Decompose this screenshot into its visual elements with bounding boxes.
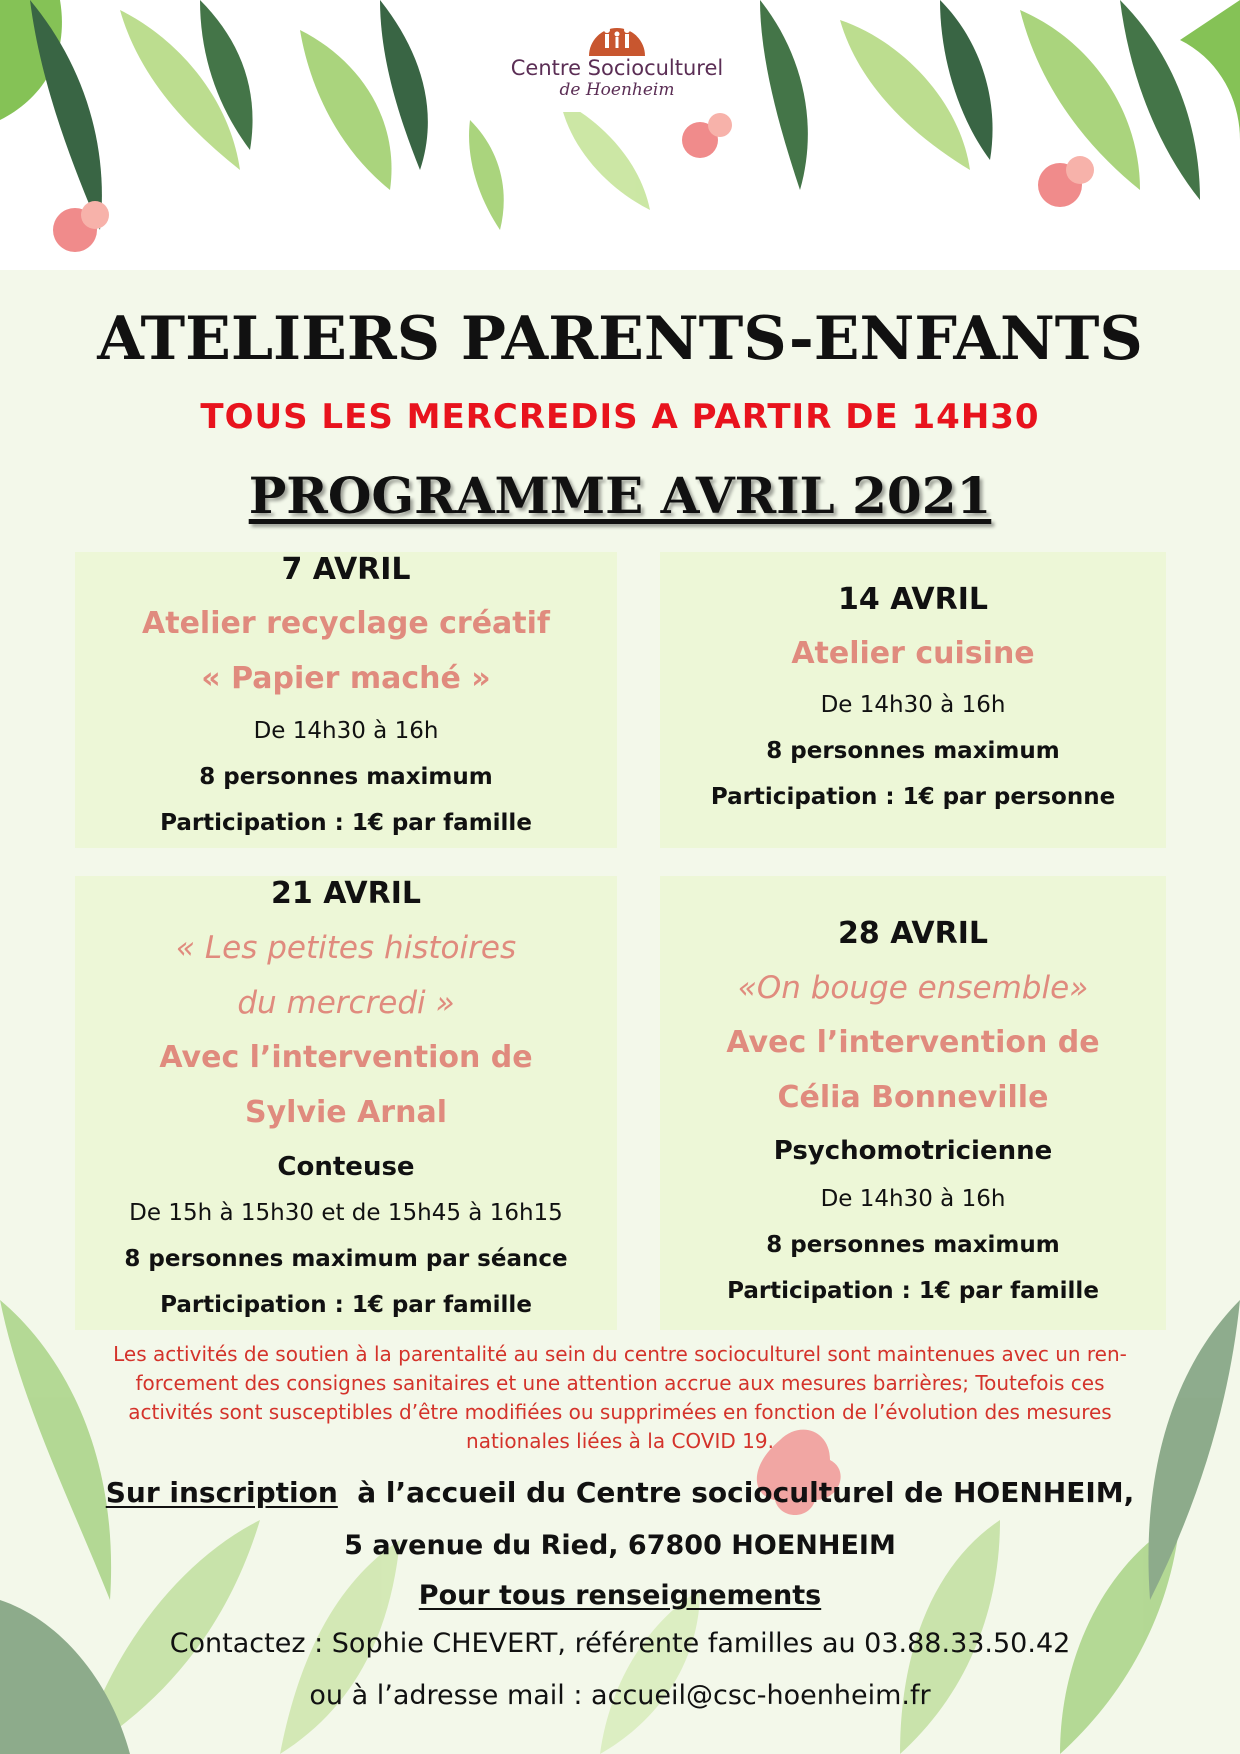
card-time: De 14h30 à 16h — [820, 692, 1006, 718]
email-line[interactable]: ou à l’adresse mail : accueil@csc-hoenheim.fr — [309, 1680, 931, 1711]
card-price: Participation : 1€ par personne — [710, 784, 1116, 810]
card-date: 7 AVRIL — [281, 552, 411, 587]
logo-line1: Centre Socioculturel — [510, 56, 724, 80]
card-time: De 14h30 à 16h — [820, 1186, 1006, 1212]
card-time: De 15h à 15h30 et de 15h45 à 16h15 — [129, 1200, 563, 1226]
card-price: Participation : 1€ par famille — [160, 1292, 532, 1318]
registration-text: à l’accueil du Centre socioculturel de HOENHEIM, — [337, 1476, 1135, 1509]
card-date: 28 AVRIL — [838, 916, 988, 951]
card-capacity: 8 personnes maximum par séance — [124, 1246, 568, 1272]
card-time: De 14h30 à 16h — [253, 718, 439, 744]
disclaimer-line: forcement des consignes sanitaires et une attention accrue aux mesures barrières; Toutefois ces — [135, 1371, 1105, 1395]
card-price: Participation : 1€ par famille — [727, 1278, 1099, 1304]
contact-line: Contactez : Sophie CHEVERT, référente familles au 03.88.33.50.42 — [169, 1628, 1071, 1659]
disclaimer-line: activités sont susceptibles d’être modifiées ou supprimées en fonction de l’évolution des mesures — [128, 1400, 1112, 1424]
card-activity: Atelier cuisine — [791, 636, 1035, 671]
info-title: Pour tous renseignements — [418, 1580, 822, 1611]
card-capacity: 8 personnes maximum — [199, 764, 493, 790]
card-activity: Atelier recyclage créatif — [142, 606, 550, 641]
subtitle: TOUS LES MERCREDIS A PARTIR DE 14H30 — [200, 397, 1040, 437]
card-speaker: Célia Bonneville — [777, 1080, 1049, 1115]
card-21-avril — [75, 876, 617, 1330]
card-price: Participation : 1€ par famille — [160, 810, 532, 836]
card-intervention: Avec l’intervention de — [159, 1040, 533, 1075]
disclaimer-line: Les activités de soutien à la parentalité au sein du centre socioculturel sont maintenues avec un ren- — [113, 1342, 1127, 1366]
card-intervention: Avec l’intervention de — [726, 1025, 1100, 1060]
card-activity: « Les petites histoires — [175, 930, 517, 966]
program-title: PROGRAMME AVRIL 2021 — [248, 466, 992, 525]
family-icon — [587, 12, 647, 56]
card-activity: «On bouge ensemble» — [737, 970, 1089, 1006]
disclaimer-line: nationales liées à la COVID 19. — [466, 1429, 774, 1453]
card-role: Conteuse — [277, 1152, 415, 1182]
registration-label: Sur inscription — [105, 1476, 338, 1509]
registration-line — [0, 1476, 1240, 1509]
card-speaker: Sylvie Arnal — [245, 1095, 447, 1130]
card-role: Psychomotricienne — [773, 1136, 1053, 1166]
logo — [497, 6, 737, 112]
card-date: 21 AVRIL — [271, 876, 421, 911]
logo-line2: de Hoenheim — [559, 80, 675, 100]
covid-disclaimer — [70, 1340, 1170, 1456]
card-activity-subtitle: « Papier maché » — [201, 661, 491, 696]
card-14-avril — [660, 552, 1166, 848]
card-7-avril — [75, 552, 617, 848]
card-28-avril — [660, 876, 1166, 1330]
address: 5 avenue du Ried, 67800 HOENHEIM — [344, 1530, 896, 1561]
card-date: 14 AVRIL — [838, 582, 988, 617]
page-title: ATELIERS PARENTS-ENFANTS — [97, 304, 1143, 374]
card-capacity: 8 personnes maximum — [766, 1232, 1060, 1258]
card-capacity: 8 personnes maximum — [766, 738, 1060, 764]
card-activity-line2: du mercredi » — [237, 985, 455, 1021]
